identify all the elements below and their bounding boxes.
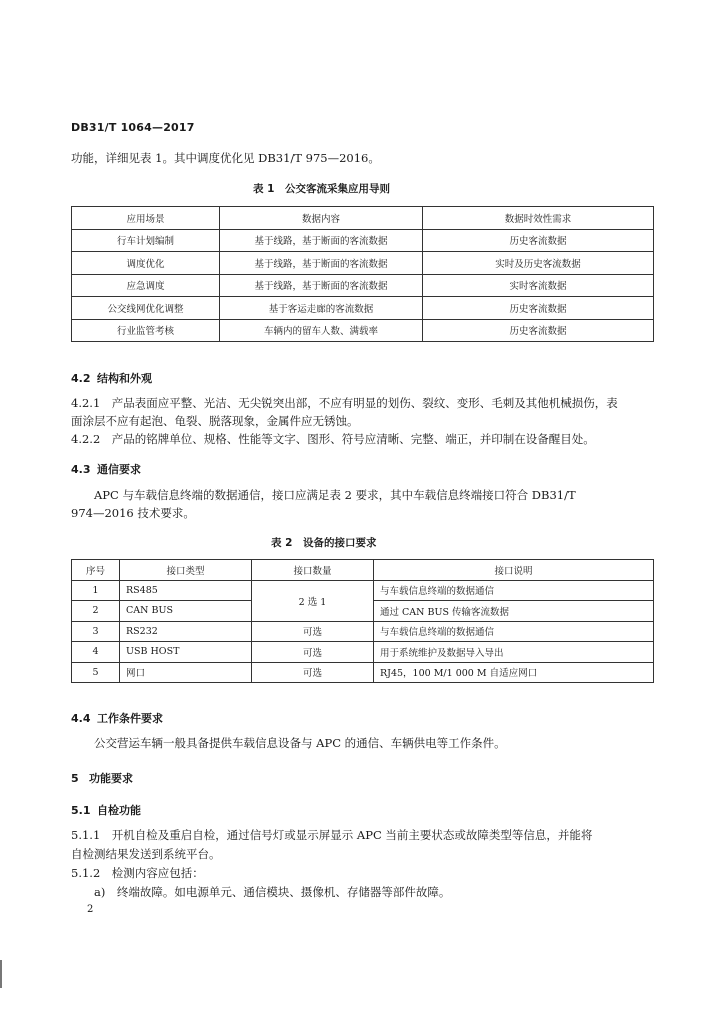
table1-header-cell: 数据内容 (220, 207, 423, 230)
table1-caption: 表 1 公交客流采集应用导则 (253, 183, 390, 195)
table2-cell-desc: 用于系统维护及数据导入导出 (374, 642, 654, 663)
table2-cell-type: USB HOST (120, 642, 252, 663)
clause-4-2-1-line1: 4.2.1 产品表面应平整、光洁、无尖锐突出部，不应有明显的划伤、裂纹、变形、毛刺及其他机械损伤，表 (71, 396, 618, 410)
section-number: 4.4 (71, 712, 91, 725)
table2-caption: 表 2 设备的接口要求 (271, 537, 377, 549)
table1-row (72, 252, 654, 275)
table2-cell-desc: 通过 CAN BUS 传输客流数据 (374, 601, 654, 622)
table1-header-cell: 应用场景 (72, 207, 220, 230)
table2-cell-no: 3 (72, 621, 120, 642)
table2-row (72, 642, 654, 663)
table1-cell: 应急调度 (72, 274, 220, 297)
list-item-a: a) 终端故障。如电源单元、通信模块、摄像机、存储器等部件故障。 (94, 885, 451, 899)
table1-cell: 历史客流数据 (423, 229, 654, 252)
table1-cell: 实时及历史客流数据 (423, 252, 654, 275)
table1-cell: 基于客运走廊的客流数据 (220, 297, 423, 320)
table1-row (72, 319, 654, 342)
table1-cell: 历史客流数据 (423, 297, 654, 320)
clause-4-2-1-line2: 面涂层不应有起泡、龟裂、脱落现象，金属件应无锈蚀。 (71, 414, 359, 428)
table1-cell: 基于线路，基于断面的客流数据 (220, 229, 423, 252)
table1-row (72, 297, 654, 320)
section-4-3-heading (71, 461, 141, 477)
section-number: 5 (71, 772, 79, 785)
table2-cell-qty: 可选 (252, 621, 374, 642)
section-5-heading (71, 770, 133, 786)
table2-cell-qty: 可选 (252, 642, 374, 663)
section-title: 自检功能 (97, 804, 141, 817)
table2-header-cell: 接口类型 (120, 560, 252, 581)
clause-5-1-2: 5.1.2 检测内容应包括： (71, 866, 204, 880)
clause-4-2-2: 4.2.2 产品的铭牌单位、规格、性能等文字、图形、符号应清晰、完整、端正，并印制在设备醒目处。 (71, 432, 595, 446)
table2-cell-no: 1 (72, 580, 120, 601)
table1-cell: 车辆内的留车人数、满载率 (220, 319, 423, 342)
section-number: 4.2 (71, 372, 91, 385)
table2-cell-qty: 可选 (252, 662, 374, 683)
document-header-id: DB31/T 1064—2017 (71, 121, 195, 134)
intro-paragraph: 功能，详细见表 1。其中调度优化见 DB31/T 975—2016。 (71, 151, 380, 165)
section-4-4-heading (71, 710, 163, 726)
table2-cell-no: 5 (72, 662, 120, 683)
table2-header-cell: 序号 (72, 560, 120, 581)
section-4-4-para: 公交营运车辆一般具备提供车载信息设备与 APC 的通信、车辆供电等工作条件。 (94, 736, 506, 750)
table2-cell-desc: RJ45，100 M/1 000 M 自适应网口 (374, 662, 654, 683)
table2-header-cell: 接口数量 (252, 560, 374, 581)
section-number: 5.1 (71, 804, 91, 817)
table2-header-cell: 接口说明 (374, 560, 654, 581)
scan-edge-mark (0, 960, 2, 988)
table2 (71, 559, 654, 683)
table2-cell-no: 4 (72, 642, 120, 663)
table1-cell: 基于线路，基于断面的客流数据 (220, 274, 423, 297)
clause-5-1-1-line2: 自检测结果发送到系统平台。 (71, 847, 221, 861)
table2-cell-qty: 2 选 1 (252, 580, 374, 621)
table2-cell-type: RS232 (120, 621, 252, 642)
section-title: 通信要求 (97, 463, 141, 476)
table2-cell-desc: 与车载信息终端的数据通信 (374, 621, 654, 642)
table1-header-row (72, 207, 654, 230)
table1-cell: 基于线路，基于断面的客流数据 (220, 252, 423, 275)
table1-cell: 行业监管考核 (72, 319, 220, 342)
section-title: 工作条件要求 (97, 712, 163, 725)
table1-cell: 历史客流数据 (423, 319, 654, 342)
table1-cell: 行车计划编制 (72, 229, 220, 252)
table1 (71, 206, 654, 342)
table2-row (72, 580, 654, 601)
page-number: 2 (87, 904, 94, 915)
table2-cell-type: CAN BUS (120, 601, 252, 622)
table1-row (72, 274, 654, 297)
section-4-3-para-line1: APC 与车载信息终端的数据通信，接口应满足表 2 要求，其中车载信息终端接口符合 DB31/T (94, 488, 576, 502)
section-4-3-para-line2: 974—2016 技术要求。 (71, 506, 195, 520)
table1-header-cell: 数据时效性需求 (423, 207, 654, 230)
table1-cell: 实时客流数据 (423, 274, 654, 297)
table2-cell-type: 网口 (120, 662, 252, 683)
table2-row (72, 621, 654, 642)
table1-row (72, 229, 654, 252)
table1-cell: 公交线网优化调整 (72, 297, 220, 320)
section-4-2-heading (71, 370, 152, 386)
section-title: 功能要求 (89, 772, 133, 785)
section-title: 结构和外观 (97, 372, 152, 385)
table2-row (72, 662, 654, 683)
section-number: 4.3 (71, 463, 91, 476)
section-5-1-heading (71, 802, 141, 818)
table2-cell-no: 2 (72, 601, 120, 622)
table2-cell-desc: 与车载信息终端的数据通信 (374, 580, 654, 601)
table2-cell-type: RS485 (120, 580, 252, 601)
table1-cell: 调度优化 (72, 252, 220, 275)
table2-header-row (72, 560, 654, 581)
clause-5-1-1-line1: 5.1.1 开机自检及重启自检，通过信号灯或显示屏显示 APC 当前主要状态或故障类型等信息，并能将 (71, 828, 593, 842)
